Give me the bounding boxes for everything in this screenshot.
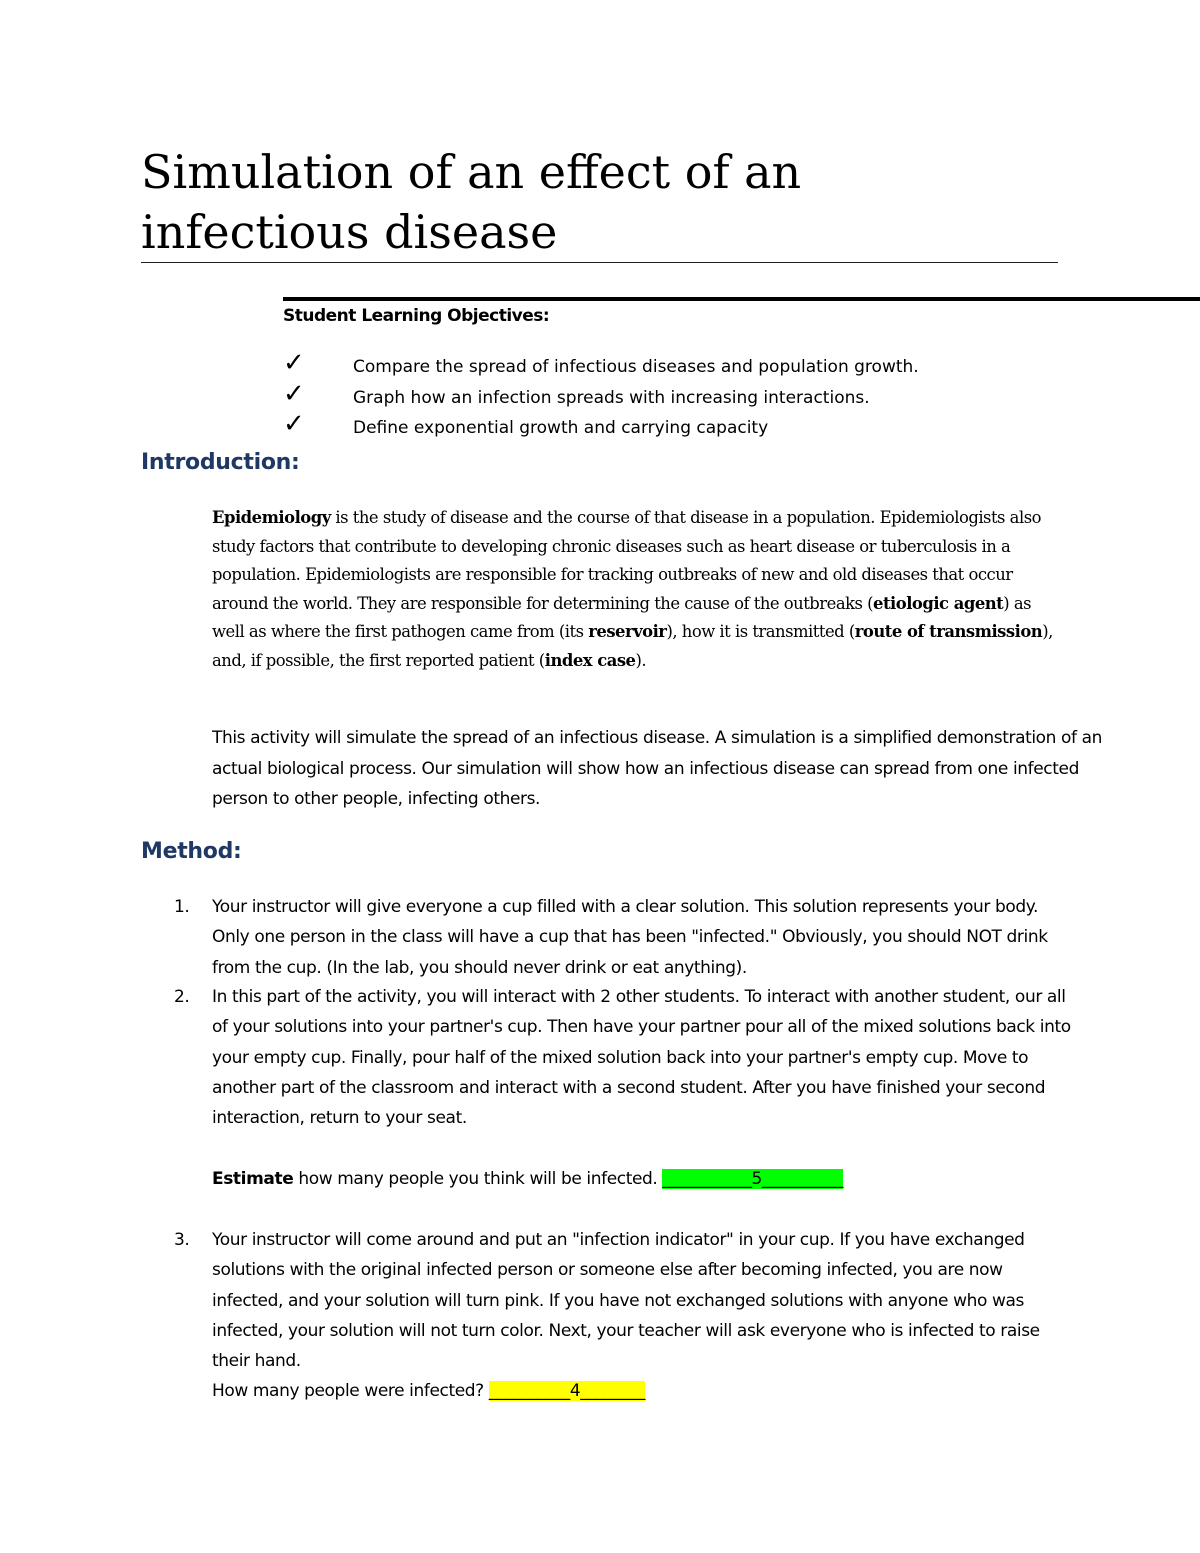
estimate-label: how many people you think will be infected. <box>293 1169 663 1189</box>
step-text: In this part of the activity, you will interact with 2 other students. To interact with another student, our all of your solutions into your partner's cup. Then have your partner pour all of the mixed solutions back into your empty cup. Finally, pour half of the mixed solution back into your partner's empty cup. Move to another part of the classroom and interact with a second student. After you have finished your second interaction, return to your seat. <box>212 987 1071 1129</box>
objective-item <box>283 348 919 383</box>
method-step-2 <box>174 982 1074 1133</box>
intro-text: ), and, if possible, the first reported patient ( <box>212 622 1053 670</box>
term-reservoir: reservoir <box>588 622 667 642</box>
infected-count-label: How many people were infected? <box>212 1381 489 1401</box>
infected-count-answer-field[interactable]: __________4________ <box>488 1381 646 1401</box>
checkmark-icon: ✓ <box>283 378 305 409</box>
objective-text: Compare the spread of infectious diseases and population growth. <box>353 357 919 377</box>
intro-text: ). <box>635 650 647 670</box>
objective-item <box>283 409 919 444</box>
introduction-paragraph-2: This activity will simulate the spread of an infectious disease. A simulation is a simplified demonstration of an actual biological process. Our simulation will show how an infectious disease can spread from one infected person to other people, infecting others. <box>212 728 1103 809</box>
method-step-1 <box>174 892 1074 983</box>
objective-text: Graph how an infection spreads with increasing interactions. <box>353 387 870 408</box>
step-text: Your instructor will come around and put an "infection indicator" in your cup. If you have exchanged solutions with the original infected person or someone else after becoming infected, you are now infected, and your solution will turn pink. If you have not exchanged solutions with anyone who was infected, your solution will not turn color. Next, your teacher will ask everyone who is infected to raise their hand. <box>212 1230 1040 1372</box>
checkmark-icon: ✓ <box>283 348 305 378</box>
estimate-answer-field[interactable]: ___________5__________ <box>662 1169 843 1189</box>
introduction-paragraph-1 <box>212 504 1062 676</box>
objective-text: Define exponential growth and carrying capacity <box>353 418 769 438</box>
term-index-case: index case <box>544 650 636 670</box>
checkmark-icon: ✓ <box>283 409 305 439</box>
step-number: 1. <box>174 897 190 917</box>
introduction-heading: Introduction: <box>141 450 300 475</box>
method-step-3 <box>174 1225 1074 1376</box>
term-route-of-transmission: route of transmission <box>854 622 1043 642</box>
term-etiologic-agent: etiologic agent <box>873 593 1004 613</box>
objective-item <box>283 378 919 414</box>
term-epidemiology: Epidemiology <box>212 508 331 527</box>
objectives-heading: Student Learning Objectives: <box>283 306 550 326</box>
objectives-list <box>283 348 919 444</box>
objectives-rule <box>283 297 1200 301</box>
intro-text: ) as well as where the first pathogen came from (its <box>212 593 1032 642</box>
step-text: Your instructor will give everyone a cup filled with a clear solution. This solution represents your body. Only one person in the class will have a cup that has been "infected." Obviously, you should NOT drink from the cup. (In the lab, you should never drink or eat anything). <box>212 897 1048 978</box>
document-title: Simulation of an effect of an infectious disease <box>141 145 802 259</box>
step-number: 3. <box>174 1230 190 1250</box>
estimate-line <box>212 1164 843 1194</box>
title-underline <box>141 262 1058 263</box>
estimate-label-bold: Estimate <box>212 1169 294 1189</box>
step-number: 2. <box>174 987 190 1007</box>
intro-text: is the study of disease and the course of that disease in a population. Epidemiologists also study factors that contribute to developing chronic diseases such as heart disease or tuberculosis in a population. Epidemiologists are responsible for tracking outbreaks of new and old diseases that occur around the world. They are responsible for determining the cause of the outbreaks ( <box>212 508 1041 613</box>
intro-text: ), how it is transmitted ( <box>666 622 855 642</box>
method-heading: Method: <box>141 839 242 864</box>
infected-count-line <box>212 1376 645 1406</box>
